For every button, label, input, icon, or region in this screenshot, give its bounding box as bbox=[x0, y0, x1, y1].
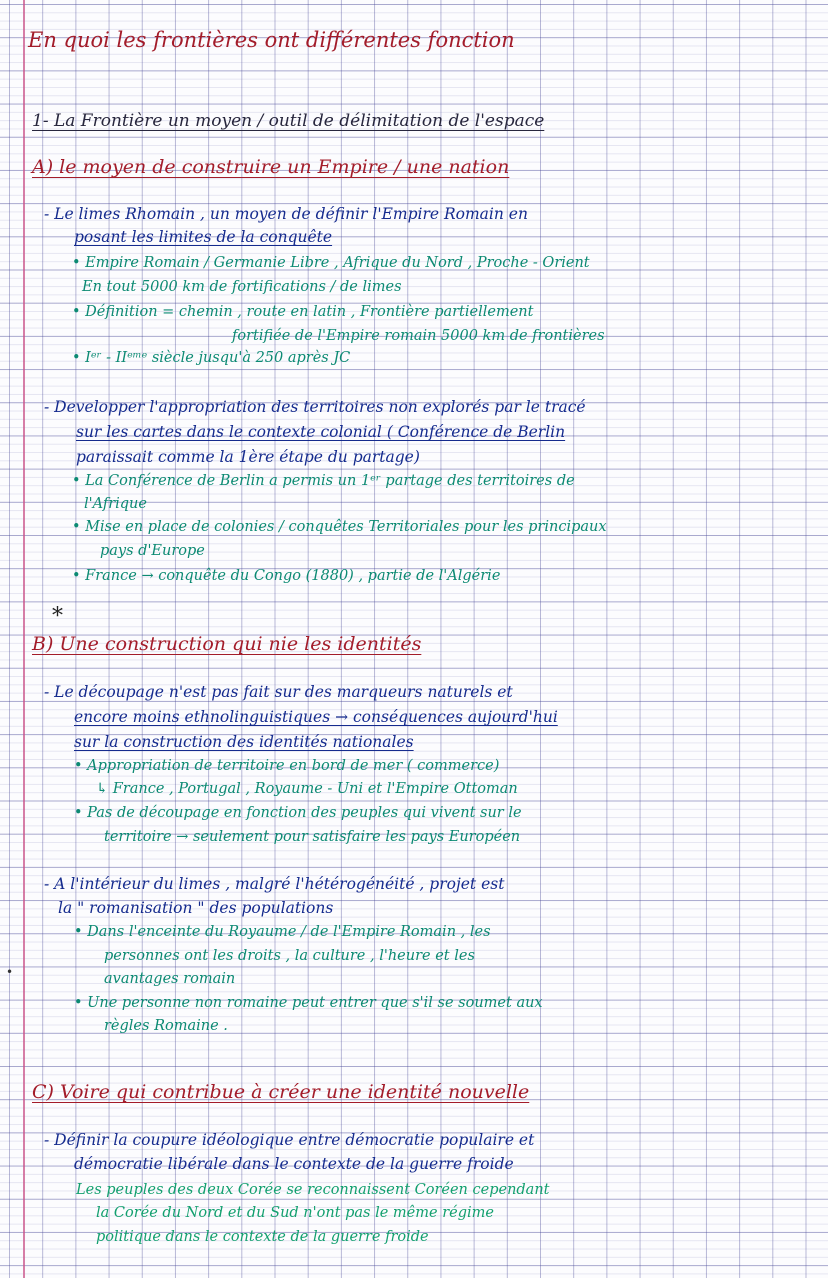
a-sub-5: • Mise en place de colonies / conquêtes Territoriales pour les principaux bbox=[72, 519, 607, 535]
c-sub-1-cont-1: la Corée du Nord et du Sud n'ont pas le même régime bbox=[96, 1205, 494, 1221]
b-point-1: - Le découpage n'est pas fait sur des marqueurs naturels et bbox=[44, 683, 513, 701]
a-point-2-cont-2: paraissait comme la 1ère étape du partage) bbox=[76, 448, 420, 466]
a-sub-1: • Empire Romain / Germanie Libre , Afrique du Nord , Proche - Orient bbox=[72, 255, 590, 271]
b-point-1-cont-2: sur la construction des identités nationales bbox=[74, 733, 414, 751]
c-point-1: - Définir la coupure idéologique entre démocratie populaire et bbox=[44, 1131, 535, 1149]
section-b-heading: B) Une construction qui nie les identités bbox=[32, 633, 422, 655]
margin-line bbox=[23, 0, 25, 1278]
a-sub-4-cont: l'Afrique bbox=[84, 496, 147, 512]
section-a-heading: A) le moyen de construire un Empire / une nation bbox=[32, 156, 510, 178]
b-sub-3: • Dans l'enceinte du Royaume / de l'Empire Romain , les bbox=[74, 924, 491, 940]
a-sub-5-cont: pays d'Europe bbox=[100, 543, 205, 559]
page-title: En quoi les frontières ont différentes fonction bbox=[28, 28, 515, 52]
c-point-1-cont: démocratie libérale dans le contexte de la guerre froide bbox=[74, 1155, 514, 1173]
a-sub-4: • La Conférence de Berlin a permis un 1ᵉʳ partage des territoires de bbox=[72, 473, 575, 489]
b-sub-2-cont: territoire → seulement pour satisfaire les pays Européen bbox=[104, 829, 521, 845]
a-point-1: - Le limes Rhomain , un moyen de définir l'Empire Romain en bbox=[44, 205, 528, 223]
a-sub-3: • Iᵉʳ - IIᵉᵐᵉ siècle jusqu'à 250 après JC bbox=[72, 350, 351, 366]
b-point-2: - A l'intérieur du limes , malgré l'hétérogénéité , projet est bbox=[44, 875, 505, 893]
b-sub-4-cont: règles Romaine . bbox=[104, 1018, 228, 1034]
a-sub-2: • Définition = chemin , route en latin , Frontière partiellement bbox=[72, 304, 534, 320]
b-sub-3-cont-2: avantages romain bbox=[104, 971, 236, 987]
a-sub-2-cont: fortifiée de l'Empire romain 5000 km de frontières bbox=[232, 328, 605, 344]
b-sub-1-cont: ↳ France , Portugal , Royaume - Uni et l'Empire Ottoman bbox=[96, 781, 518, 797]
star-mark: * bbox=[52, 604, 63, 629]
b-sub-1: • Appropriation de territoire en bord de mer ( commerce) bbox=[74, 758, 500, 774]
a-point-1-cont: posant les limites de la conquête bbox=[74, 228, 333, 246]
c-sub-1: Les peuples des deux Corée se reconnaissent Coréen cependant bbox=[76, 1182, 550, 1198]
b-point-1-cont-1: encore moins ethnolinguistiques → conséquences aujourd'hui bbox=[74, 708, 558, 726]
a-point-2: - Developper l'appropriation des territoires non explorés par le tracé bbox=[44, 398, 586, 416]
b-sub-2: • Pas de découpage en fonction des peuples qui vivent sur le bbox=[74, 805, 522, 821]
a-sub-1-cont: En tout 5000 km de fortifications / de limes bbox=[82, 279, 402, 295]
b-sub-4: • Une personne non romaine peut entrer que s'il se soumet aux bbox=[74, 995, 543, 1011]
b-point-2-cont: la " romanisation " des populations bbox=[58, 899, 334, 917]
a-point-2-cont-1: sur les cartes dans le contexte colonial ( Conférence de Berlin bbox=[76, 423, 566, 441]
section-1-heading: 1- La Frontière un moyen / outil de délimitation de l'espace bbox=[32, 111, 545, 131]
b-sub-3-cont-1: personnes ont les droits , la culture , l'heure et les bbox=[104, 948, 475, 964]
a-sub-6: • France → conquête du Congo (1880) , partie de l'Algérie bbox=[72, 568, 501, 584]
section-c-heading: C) Voire qui contribue à créer une identité nouvelle bbox=[32, 1081, 530, 1103]
margin-dot: • bbox=[6, 965, 14, 979]
c-sub-1-cont-2: politique dans le contexte de la guerre froide bbox=[96, 1229, 429, 1245]
